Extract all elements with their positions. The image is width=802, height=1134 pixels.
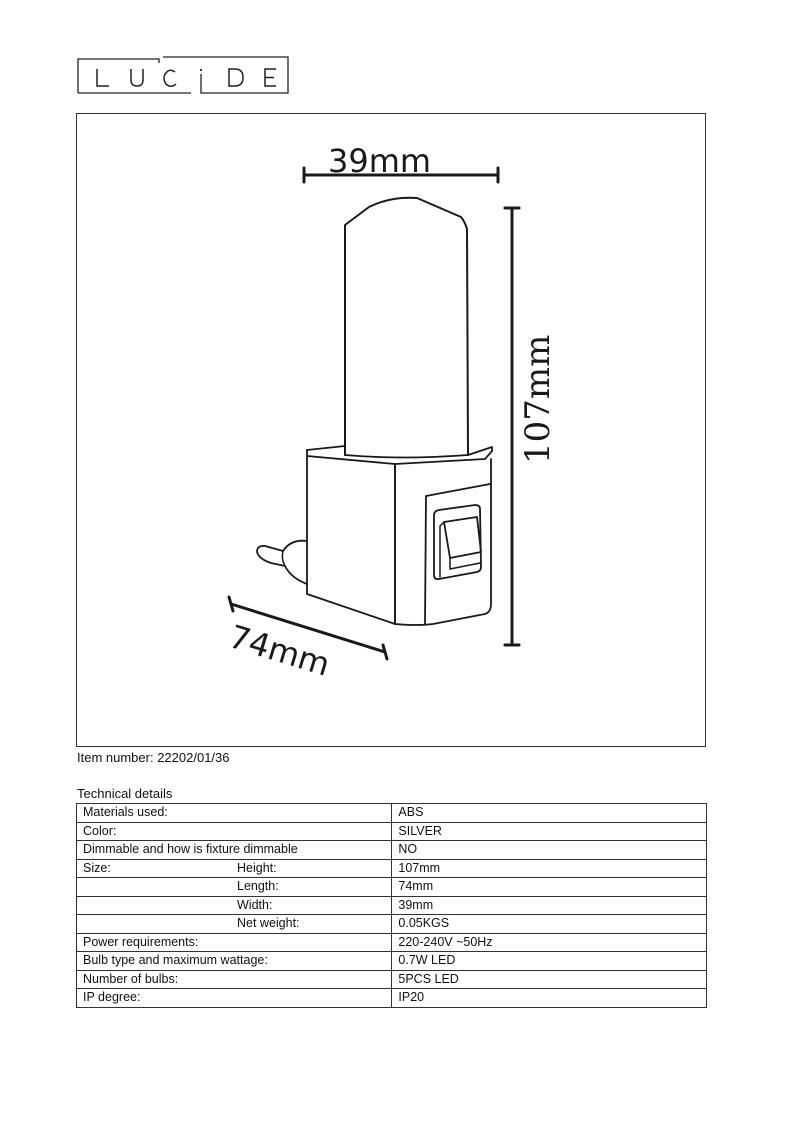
spec-value: 107mm xyxy=(392,859,707,878)
table-row xyxy=(77,915,707,934)
spec-label: Size: Height: xyxy=(77,859,392,878)
lucide-logo-icon xyxy=(77,56,289,94)
product-drawing-frame xyxy=(76,113,706,747)
spec-label xyxy=(77,878,392,897)
spec-value: IP20 xyxy=(392,989,707,1008)
spec-sub-label: Net weight: xyxy=(237,916,300,930)
table-row xyxy=(77,859,707,878)
item-number: Item number: 22202/01/36 xyxy=(77,750,230,765)
spec-label: Color: xyxy=(77,822,392,841)
spec-value: 39mm xyxy=(392,896,707,915)
spec-value: 5PCS LED xyxy=(392,970,707,989)
spec-value: 74mm xyxy=(392,878,707,897)
table-row xyxy=(77,952,707,971)
spec-value: 0.05KGS xyxy=(392,915,707,934)
width-dimension-label: 39mm xyxy=(328,142,432,180)
length-dimension-label: 74mm xyxy=(224,617,335,684)
spec-value: SILVER xyxy=(392,822,707,841)
spec-label xyxy=(77,915,392,934)
spec-label: Bulb type and maximum wattage: xyxy=(77,952,392,971)
spec-label: Number of bulbs: xyxy=(77,970,392,989)
table-row xyxy=(77,896,707,915)
table-row xyxy=(77,970,707,989)
table-row xyxy=(77,989,707,1008)
spec-value: NO xyxy=(392,841,707,860)
spec-label: Power requirements: xyxy=(77,933,392,952)
height-dimension-label: 107mm xyxy=(518,334,558,464)
night-light-drawing-icon xyxy=(77,114,707,748)
table-row xyxy=(77,933,707,952)
spec-label: IP degree: xyxy=(77,989,392,1008)
spec-value: ABS xyxy=(392,804,707,823)
spec-sub-label: Length: xyxy=(237,879,279,893)
spec-label xyxy=(77,896,392,915)
technical-details-title: Technical details xyxy=(77,786,173,801)
spec-sub-label: Width: xyxy=(237,897,273,912)
spec-sub-label: Height: xyxy=(237,860,277,875)
spec-label: Materials used: xyxy=(77,804,392,823)
table-row xyxy=(77,822,707,841)
table-row xyxy=(77,804,707,823)
spec-value: 220-240V ~50Hz xyxy=(392,933,707,952)
table-row xyxy=(77,878,707,897)
spec-label: Dimmable and how is fixture dimmable xyxy=(77,841,392,860)
spec-value: 0.7W LED xyxy=(392,952,707,971)
table-row xyxy=(77,841,707,860)
brand-logo xyxy=(77,56,289,94)
technical-details-table xyxy=(76,803,707,1008)
